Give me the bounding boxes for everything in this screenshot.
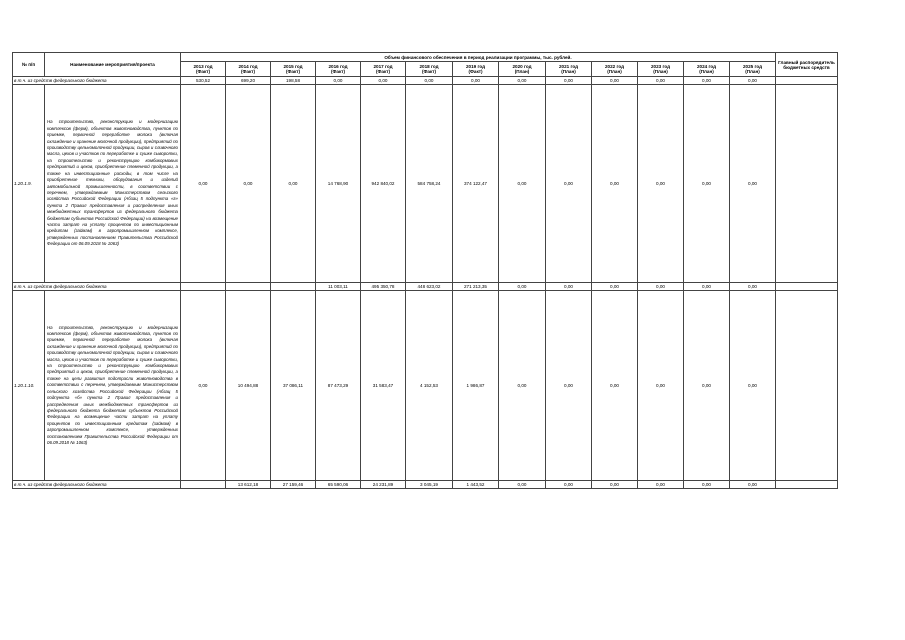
header-year-kind: (План) xyxy=(653,69,668,74)
cell-budget-manager xyxy=(776,283,838,291)
header-year-label: 2020 год xyxy=(512,64,532,69)
cell-value: 27 159,46 xyxy=(271,481,316,489)
cell-value: 0,00 xyxy=(730,481,776,489)
row-label: в т.ч. из средств федерального бюджета xyxy=(13,283,181,291)
header-year-kind: (Факт) xyxy=(421,69,437,74)
header-name: Наименование мероприятия/проекта xyxy=(45,53,181,77)
cell-value: 699,20 xyxy=(226,77,271,85)
cell-value: 0,00 xyxy=(638,77,684,85)
cell-value: 0,00 xyxy=(592,77,638,85)
header-year-label: 2014 год xyxy=(238,64,258,69)
header-budget-manager: Главный распорядитель бюджетных средств xyxy=(776,53,838,77)
header-year-label: 2021 год xyxy=(558,64,578,69)
header-year-label: 2025 год xyxy=(742,64,762,69)
header-year-3 xyxy=(316,62,361,77)
header-year-11 xyxy=(684,62,730,77)
header-year-1 xyxy=(226,62,271,77)
header-year-kind: (План) xyxy=(745,69,760,74)
row-label: в т.ч. из средств федерального бюджета xyxy=(13,77,181,85)
cell-value: 0,00 xyxy=(684,481,730,489)
cell-value: 374 122,47 xyxy=(453,85,499,283)
header-year-label: 2013 год xyxy=(193,64,213,69)
header-year-kind: (Факт) xyxy=(195,69,211,74)
financing-table xyxy=(12,52,838,489)
cell-budget-manager xyxy=(776,85,838,283)
cell-value: 0,00 xyxy=(271,85,316,283)
cell-value: 0,00 xyxy=(730,291,776,481)
header-year-5 xyxy=(406,62,453,77)
cell-value: 0,00 xyxy=(546,85,592,283)
header-year-kind: (Факт) xyxy=(468,69,483,74)
header-year-kind: (План) xyxy=(699,69,714,74)
cell-value xyxy=(181,481,226,489)
cell-value: 1 443,52 xyxy=(453,481,499,489)
cell-value: 37 086,11 xyxy=(271,291,316,481)
header-year-label: 2018 год xyxy=(419,64,439,69)
cell-value: 0,00 xyxy=(638,291,684,481)
cell-value xyxy=(226,283,271,291)
header-year-9 xyxy=(592,62,638,77)
row-code: 1.20.1.10. xyxy=(13,291,45,481)
header-year-kind: (Факт) xyxy=(285,69,301,74)
cell-value: 0,00 xyxy=(181,85,226,283)
header-year-6 xyxy=(453,62,499,77)
cell-value: 24 231,89 xyxy=(361,481,406,489)
row-measure-name: На строительство, реконструкцию и модернизацию комплексов (ферм), объектов животноводства, пунктов по приемке, первичной переработке молока (включая охлаждение и хранение молочной продукции), предприятий по производству цельномолочной продукции, сыров и сливочного масла, цехов и участков по переработке и сушке сыворотки, на строительство и реконструкцию комбикормовых предприятий и цехов, приобретение племенной продукции, а также на инвестиционные расходы, в том числе на приобретение техники, оборудования и изделий автомобильной промышленности, в соответствии с перечнем, утверждаемым Министерством сельского хозяйства Российской Федерации (Абзац 5 подпункта «г» пункта 2 Правил предоставления и распределения иных межбюджетных трансфертов из федерального бюджета бюджетам субъектов Российской Федерации) на возмещение части затрат на уплату процентов по инвестиционным кредитам (займам) в агропромышленном комплексе, утвержденных постановлением Правительства Российской Федерации от 06.09.2018 № 1063) xyxy=(45,85,181,283)
table-row-measure xyxy=(13,291,838,481)
cell-value: 0,00 xyxy=(499,481,546,489)
header-year-2 xyxy=(271,62,316,77)
cell-value: 271 213,35 xyxy=(453,283,499,291)
cell-value: 0,00 xyxy=(499,283,546,291)
row-code: 1.20.1.9. xyxy=(13,85,45,283)
header-year-4 xyxy=(361,62,406,77)
cell-value: 0,00 xyxy=(730,77,776,85)
cell-value: 0,00 xyxy=(638,481,684,489)
header-year-8 xyxy=(546,62,592,77)
cell-budget-manager xyxy=(776,291,838,481)
cell-value: 0,00 xyxy=(592,85,638,283)
header-year-kind: (План) xyxy=(514,69,530,74)
cell-value: 0,00 xyxy=(316,77,361,85)
cell-value: 0,00 xyxy=(730,283,776,291)
cell-budget-manager xyxy=(776,77,838,85)
cell-value xyxy=(181,283,226,291)
cell-value: 0,00 xyxy=(546,283,592,291)
header-year-kind: (План) xyxy=(561,69,576,74)
cell-value: 13 612,18 xyxy=(226,481,271,489)
header-year-10 xyxy=(638,62,684,77)
cell-value: 0,00 xyxy=(684,283,730,291)
cell-value: 0,00 xyxy=(226,85,271,283)
cell-value: 14 768,90 xyxy=(316,85,361,283)
header-year-kind: (Факт) xyxy=(240,69,256,74)
cell-value: 0,00 xyxy=(361,77,406,85)
cell-value: 0,00 xyxy=(638,283,684,291)
cell-value: 448 623,02 xyxy=(406,283,453,291)
row-label: в т.ч. из средств федерального бюджета xyxy=(13,481,181,489)
header-year-0 xyxy=(181,62,226,77)
cell-value: 0,00 xyxy=(638,85,684,283)
cell-value: 0,00 xyxy=(592,283,638,291)
cell-value: 31 583,47 xyxy=(361,291,406,481)
header-year-label: 2024 год xyxy=(696,64,716,69)
cell-value xyxy=(271,283,316,291)
header-num: № п/п xyxy=(13,53,45,77)
header-group-title: Объем финансового обеспечения в период реализации программы, тыс. рублей. xyxy=(181,53,776,62)
cell-value: 4 152,53 xyxy=(406,291,453,481)
header-year-label: 2022 год xyxy=(604,64,624,69)
cell-value: 11 003,11 xyxy=(316,283,361,291)
cell-value: 942 840,02 xyxy=(361,85,406,283)
table-row-federal-subtotal xyxy=(13,77,838,85)
cell-value: 0,00 xyxy=(499,291,546,481)
cell-value: 0,00 xyxy=(546,291,592,481)
header-year-kind: (Факт) xyxy=(330,69,346,74)
header-year-12 xyxy=(730,62,776,77)
cell-value: 3 045,19 xyxy=(406,481,453,489)
cell-value: 0,00 xyxy=(499,85,546,283)
cell-value: 0,00 xyxy=(684,77,730,85)
cell-value: 10 494,88 xyxy=(226,291,271,481)
cell-value: 0,00 xyxy=(684,291,730,481)
table-row-federal-subtotal xyxy=(13,481,838,489)
cell-value: 495 350,78 xyxy=(361,283,406,291)
cell-value: 530,52 xyxy=(181,77,226,85)
cell-value: 198,58 xyxy=(271,77,316,85)
table-row-federal-subtotal xyxy=(13,283,838,291)
cell-value: 1 986,87 xyxy=(453,291,499,481)
header-year-label: 2017 год xyxy=(373,64,393,69)
cell-value: 0,00 xyxy=(546,481,592,489)
financing-table-sheet xyxy=(12,52,838,489)
header-year-label: 2019 год xyxy=(465,64,485,69)
header-year-label: 2015 год xyxy=(283,64,303,69)
header-year-7 xyxy=(499,62,546,77)
cell-value: 87 473,29 xyxy=(316,291,361,481)
cell-value: 0,00 xyxy=(453,77,499,85)
cell-value: 0,00 xyxy=(592,291,638,481)
cell-value: 0,00 xyxy=(592,481,638,489)
cell-value: 0,00 xyxy=(499,77,546,85)
row-measure-name: На строительство, реконструкцию и модернизацию комплексов (ферм), объектов животноводства, пунктов по приемке, первичной переработке молока (включая охлаждение и хранение молочной продукции), предприятий по производству цельномолочной продукции, сыров и сливочного масла, цехов и участков по переработке и сушке сыворотки, на строительство и реконструкцию комбикормовых предприятий и цехов, приобретение племенной продукции, а также на цели развития подотрасли животноводства в соответствии с перечнем, утверждаемым Министерством сельского хозяйства Российской Федерации (Абзац 5 подпункта «б» пункта 2 Правил предоставления и распределения иных межбюджетных трансфертов из федерального бюджета бюджетам субъектов Российской Федерации на возмещение части затрат на уплату процентов по инвестиционным кредитам (займам) в агропромышленном комплексе, утвержденных постановлением Правительства Российской Федерации от 06.09.2018 № 1063) xyxy=(45,291,181,481)
cell-value: 0,00 xyxy=(730,85,776,283)
header-year-kind: (Факт) xyxy=(375,69,391,74)
cell-value: 584 758,24 xyxy=(406,85,453,283)
header-year-label: 2016 год xyxy=(328,64,348,69)
header-year-label: 2023 год xyxy=(650,64,670,69)
cell-value: 0,00 xyxy=(546,77,592,85)
header-year-kind: (План) xyxy=(607,69,622,74)
cell-value: 65 590,06 xyxy=(316,481,361,489)
cell-budget-manager xyxy=(776,481,838,489)
cell-value: 0,00 xyxy=(181,291,226,481)
cell-value: 0,00 xyxy=(406,77,453,85)
table-row-measure xyxy=(13,85,838,283)
cell-value: 0,00 xyxy=(684,85,730,283)
